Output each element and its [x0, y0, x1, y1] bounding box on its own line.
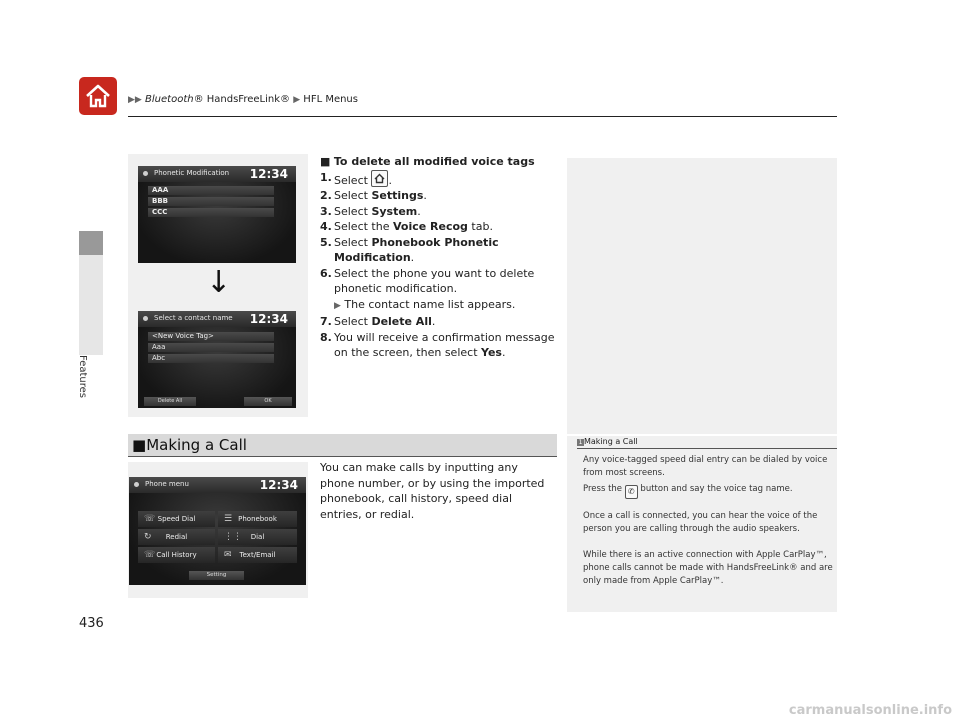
note-marker-icon: 1: [578, 439, 583, 446]
screen-clock: 12:34: [249, 167, 288, 181]
note-rule: [577, 448, 837, 449]
page-number: 436: [79, 616, 104, 631]
breadcrumb: [128, 94, 358, 105]
breadcrumb-hfl-menus[interactable]: HFL Menus: [303, 94, 358, 105]
list-item: BBB: [148, 197, 274, 206]
screen-clock: 12:34: [249, 312, 288, 326]
step-4: 4. Select the Voice Recog tab.: [320, 220, 493, 233]
step-8: 8. You will receive a confirmation message on the screen, then select Yes.: [320, 330, 555, 359]
note-paragraph-1: Any voice-tagged speed dial entry can be dialed by voice from most screens.: [583, 455, 828, 478]
note-paragraph-2: Press the ✆ button and say the voice tag name.: [583, 483, 833, 499]
redial-icon: ↻: [144, 532, 152, 542]
list-item: CCC: [148, 208, 274, 217]
step-6-result: ▶ The contact name list appears.: [334, 297, 516, 311]
list-item: <New Voice Tag>: [148, 332, 274, 341]
notes-panel-top: [567, 158, 837, 434]
breadcrumb-arrow-icon: ▶: [293, 95, 301, 105]
screen-indicator-icon: [143, 171, 148, 176]
down-arrow-icon: ↓: [206, 265, 232, 300]
list-item: Abc: [148, 354, 274, 363]
delete-voice-tags-instructions: [320, 154, 560, 361]
step-3: 3. Select System.: [320, 204, 421, 218]
making-call-body: You can make calls by inputting any phone number, or by using the imported phonebook, call history, speed dial entries, or redial.: [320, 461, 545, 521]
step-2: 2. Select Settings.: [320, 189, 427, 202]
home-button-icon: [371, 170, 388, 187]
step-5: 5. Select Phonebook Phonetic Modification.: [320, 235, 499, 264]
home-icon[interactable]: [79, 77, 117, 115]
section-rule: [128, 456, 557, 457]
note-paragraph-4: While there is an active connection with Apple CarPlay™, phone calls cannot be made with HandsFreeLink® and are only made from Apple CarPlay™.: [583, 550, 833, 586]
text-email-button: ✉ Text/Email: [218, 547, 297, 563]
setting-button: Setting: [189, 571, 244, 580]
talk-button-icon: ✆: [625, 485, 638, 499]
result-arrow-icon: ▶: [334, 300, 341, 311]
screen-title: Phone menu: [145, 480, 189, 488]
call-history-icon: ☏: [144, 550, 156, 560]
envelope-icon: ✉: [224, 550, 232, 560]
side-label[interactable]: Features: [77, 355, 88, 398]
step-6: 6. Select the phone you want to delete phonetic modification.: [320, 266, 535, 295]
breadcrumb-arrow-icon: ▶▶: [128, 95, 142, 105]
step-1: 1. Select .: [320, 170, 392, 187]
side-tab-bar: [79, 255, 103, 355]
side-tab-marker: [79, 231, 103, 255]
list-item: AAA: [148, 186, 274, 195]
ok-button: OK: [244, 397, 292, 406]
speed-dial-button: ☏ Speed Dial: [138, 511, 215, 527]
speed-dial-icon: ☏: [144, 514, 156, 524]
delete-all-button: Delete All: [144, 397, 196, 406]
redial-button: ↻ Redial: [138, 529, 215, 545]
phone-indicator-icon: [134, 482, 139, 487]
note-paragraph-3: Once a call is connected, you can hear the voice of the person you are calling through the audio speakers.: [583, 511, 818, 534]
breadcrumb-bluetooth[interactable]: Bluetooth: [145, 94, 194, 105]
list-item: Aaa: [148, 343, 274, 352]
call-history-button: ☏ Call History: [138, 547, 215, 563]
phonebook-icon: ☰: [224, 514, 233, 524]
subsection-heading: ■ To delete all modified voice tags: [320, 155, 535, 168]
phone-menu-screen: [129, 477, 306, 585]
screen-clock: 12:34: [259, 478, 298, 492]
section-title: ■Making a Call: [132, 436, 247, 454]
watermark: carmanualsonline.info: [788, 703, 952, 718]
note-heading[interactable]: 1 Making a Call: [578, 437, 638, 446]
phonetic-modification-screen: [138, 166, 296, 263]
keypad-icon: ⋮⋮: [224, 532, 242, 542]
breadcrumb-handsfreelink[interactable]: HandsFreeLink®: [203, 94, 290, 105]
screen-indicator-icon: [143, 316, 148, 321]
screen-title: Phonetic Modification: [154, 169, 230, 177]
select-contact-screen: [138, 311, 296, 408]
phonebook-button: ☰ Phonebook: [218, 511, 297, 527]
dial-button: ⋮⋮ Dial: [218, 529, 297, 545]
header-rule: [128, 116, 837, 117]
breadcrumb-reg: ®: [193, 94, 204, 105]
step-7: 7. Select Delete All.: [320, 315, 436, 328]
screen-title: Select a contact name: [154, 314, 233, 322]
